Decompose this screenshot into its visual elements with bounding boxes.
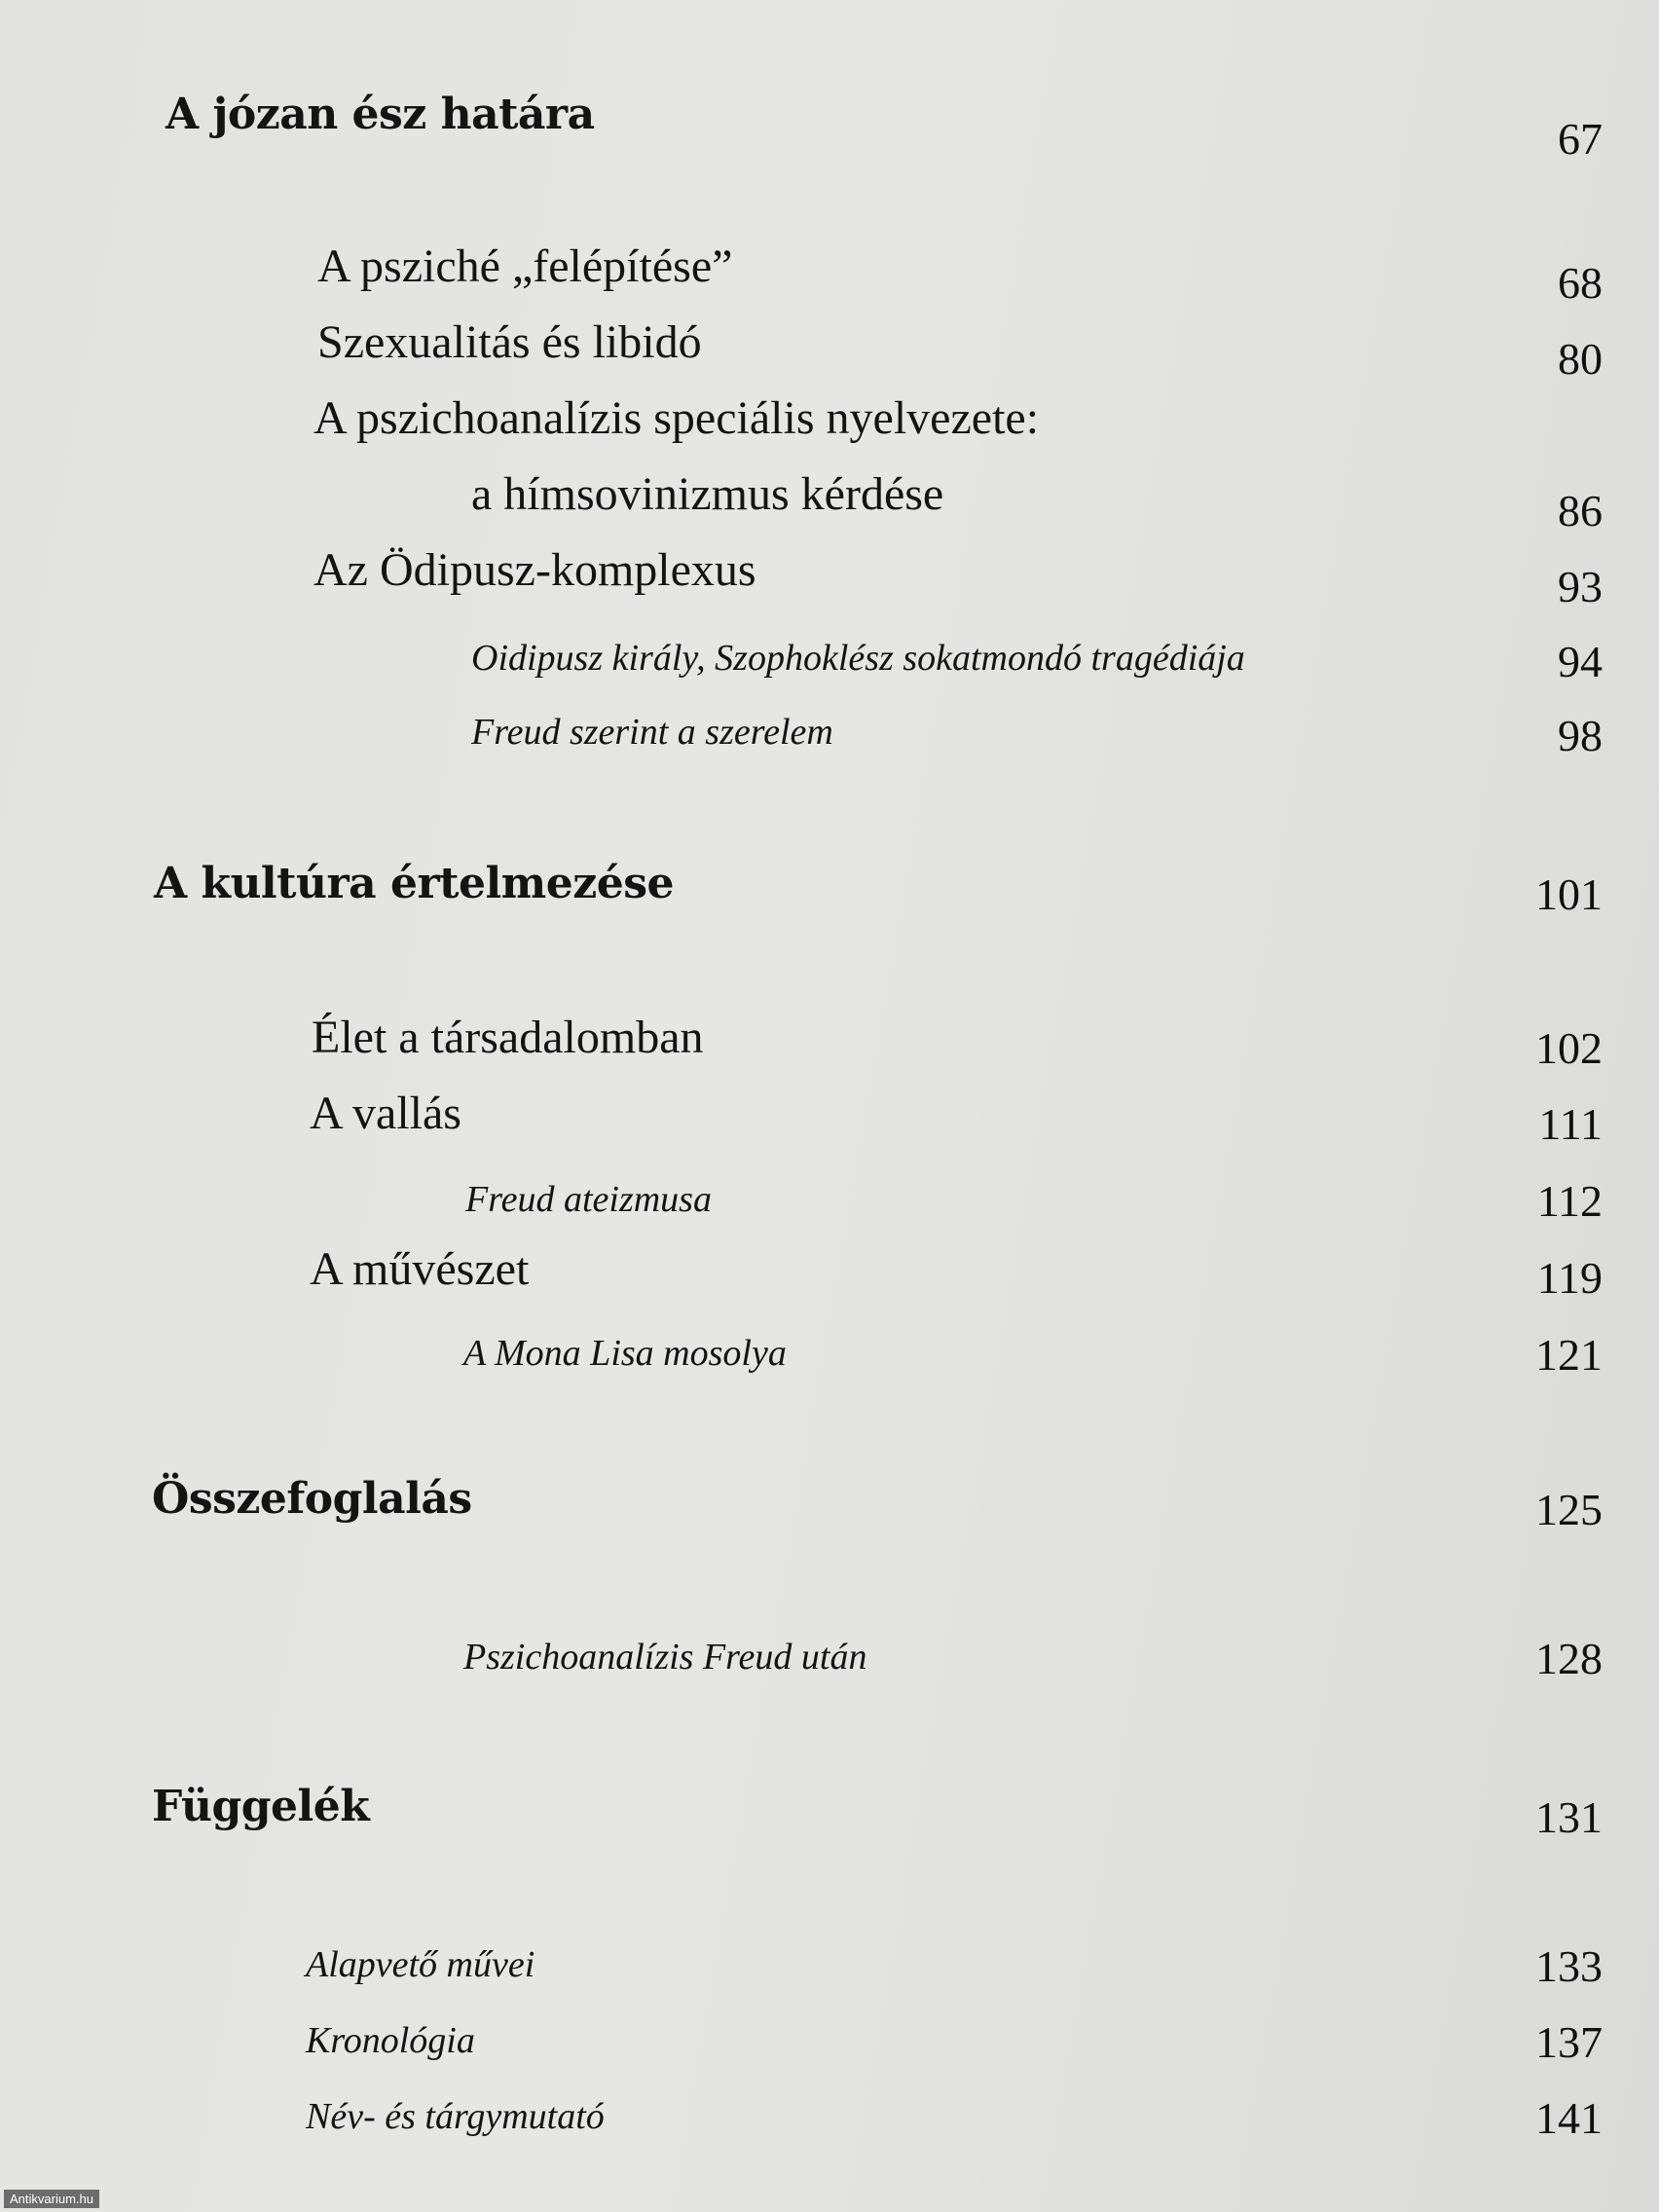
toc-entry-jozan-esz-hatara: [0, 88, 1659, 166]
toc-entry-freud-szerint-a-szerelem: [0, 709, 1659, 787]
toc-entry-title: A vallás: [310, 1088, 461, 1139]
toc-entry-title: Pszichoanalízis Freud után: [463, 1637, 867, 1677]
toc-entry-page: 68: [1558, 258, 1603, 308]
toc-entry-title: A józan ész határa: [166, 90, 595, 139]
toc-entry-psziche-felepitese: [0, 240, 1659, 317]
toc-entry-page: 141: [1535, 2093, 1603, 2143]
toc-entry-title: A psziché „felépítése”: [317, 240, 733, 292]
toc-entry-a-muveszet: [0, 1242, 1659, 1320]
toc-entry-mona-lisa-mosolya: [0, 1330, 1659, 1408]
toc-entry-elet-a-tarsadalomban: [0, 1011, 1659, 1088]
toc-entry-pszichoanalizis-freud-utan: [0, 1634, 1659, 1712]
toc-entry-page: 111: [1538, 1099, 1603, 1149]
toc-entry-fuggelek: [0, 1780, 1659, 1858]
toc-entry-title: Freud ateizmusa: [465, 1179, 712, 1220]
toc-entry-title: Szexualitás és libidó: [317, 316, 702, 368]
toc-entry-osszefoglalas: [0, 1472, 1659, 1550]
toc-entry-title: Összefoglalás: [152, 1474, 472, 1524]
watermark-label: Antikvarium.hu: [4, 2190, 99, 2208]
toc-entry-page: 128: [1535, 1634, 1603, 1683]
toc-entry-odipusz-komplexus: [0, 543, 1659, 621]
toc-entry-page: 86: [1558, 486, 1603, 535]
toc-entry-title: A pszichoanalízis speciális nyelvezete:: [313, 392, 1040, 444]
toc-entry-title: Az Ödipusz-komplexus: [313, 544, 756, 596]
toc-entry-page: 137: [1535, 2017, 1603, 2067]
toc-entry-page: 131: [1535, 1792, 1603, 1842]
toc-entry-title: Élet a társadalomban: [312, 1012, 704, 1063]
toc-entry-title: A Mona Lisa mosolya: [463, 1333, 787, 1374]
toc-entry-page: 121: [1535, 1330, 1603, 1380]
toc-entry-page: 112: [1536, 1176, 1603, 1226]
toc-entry-page: 102: [1535, 1023, 1603, 1073]
toc-entry-title: Oidipusz király, Szophoklész sokatmondó tragédiája: [471, 638, 1245, 679]
toc-entry-page: 67: [1558, 114, 1603, 164]
toc-entry-szexualitas-es-libido: [0, 315, 1659, 393]
toc-entry-title: Freud szerint a szerelem: [471, 712, 833, 753]
toc-entry-a-vallas: [0, 1087, 1659, 1164]
toc-entry-page: 98: [1558, 711, 1603, 760]
toc-entry-title: A művészet: [310, 1243, 530, 1295]
toc-entry-nev-es-targymutato: [0, 2093, 1659, 2171]
toc-entry-kronologia: [0, 2017, 1659, 2095]
toc-entry-alapveto-muvei: [0, 1941, 1659, 2019]
toc-entry-page: 101: [1535, 869, 1603, 919]
toc-entry-page: 94: [1558, 637, 1603, 686]
toc-entry-title: a hímsovinizmus kérdése: [471, 468, 944, 520]
toc-entry-title: Név- és tárgymutató: [306, 2096, 605, 2137]
toc-entry-title: A kultúra értelmezése: [154, 859, 674, 908]
toc-entry-page: 125: [1535, 1485, 1603, 1534]
toc-entry-page: 119: [1536, 1253, 1603, 1303]
toc-entry-title: Alapvető művei: [306, 1944, 535, 1985]
toc-entry-kultura-ertelmezese: [0, 857, 1659, 935]
toc-entry-page: 80: [1558, 334, 1603, 384]
toc-entry-oidipusz-kiraly: [0, 635, 1659, 713]
toc-entry-page: 133: [1535, 1941, 1603, 1991]
toc-entry-title: Függelék: [152, 1782, 370, 1831]
toc-entry-himsovinizmus-kerdese: [0, 467, 1659, 545]
toc-entry-page: 93: [1558, 562, 1603, 611]
toc-entry-speciális-nyelvezete: [0, 391, 1659, 469]
toc-entry-title: Kronológia: [306, 2020, 475, 2061]
